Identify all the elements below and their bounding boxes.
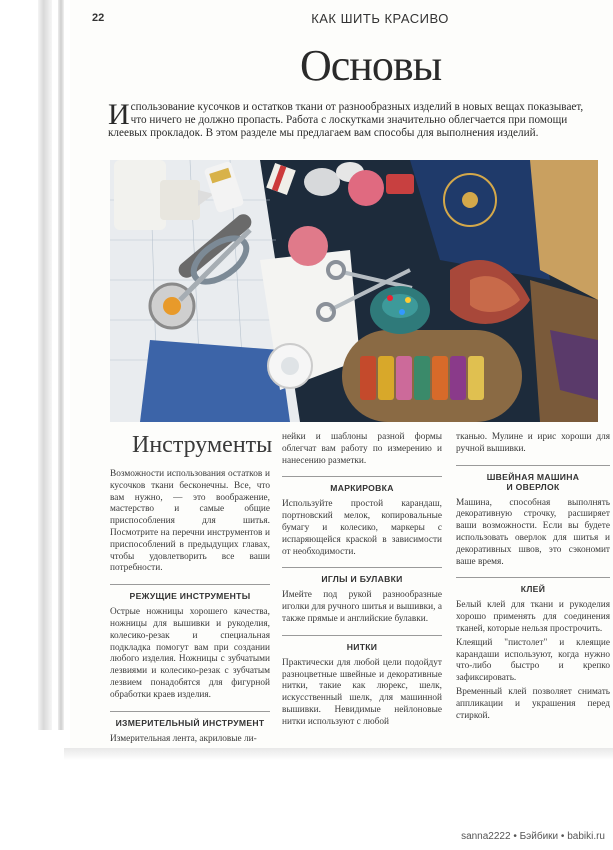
heading-cutting-tools: РЕЖУЩИЕ ИНСТРУМЕНТЫ xyxy=(110,584,270,601)
intro-paragraph xyxy=(108,98,588,140)
paragraph-threads: Практически для любой цели подойдут разноцветные швейные и декоративные нитки, такие как люрекс, шелк, искусственный шелк, для машинной вышивки. Невидимые нейлоновые нитки используют с любой xyxy=(282,657,442,727)
column-3 xyxy=(456,432,610,724)
watermark: sanna2222 • Бэйбики • babiki.ru xyxy=(461,831,605,842)
heading-threads: НИТКИ xyxy=(282,635,442,652)
tools-photo xyxy=(110,160,598,422)
heading-glue: КЛЕЙ xyxy=(456,577,610,594)
paragraph-glue-3: Временный клей позволяет снимать аппликации и украшения перед стиркой. xyxy=(456,686,610,721)
drop-cap: И xyxy=(108,98,130,131)
paragraph-cutting-tools: Острые ножницы хорошего качества, ножницы для вышивки и рукоделия, колесико-резак и специальная подкладка помогут вам при создании любого изделия. Ножницы с зубчатыми лезвиями и колесико-резак с зубчатым лезвием понадобятся для фигурной обработки краев изделия. xyxy=(110,607,270,700)
heading-sewing-machine-line2: И ОВЕРЛОК xyxy=(506,481,560,492)
heading-instruments: Инструменты xyxy=(132,432,273,458)
page-number: 22 xyxy=(92,12,105,24)
pincushion-icon xyxy=(370,286,430,334)
paragraph-threads-cont: тканью. Мулине и ирис хороши для ручной вышивки. xyxy=(456,432,610,454)
column-2 xyxy=(282,432,442,731)
scan-page-edge xyxy=(38,0,52,730)
column-1 xyxy=(110,432,273,747)
paragraph-instruments-intro: Возможности использования остатков и кусочков ткани бесконечны. Все, что вам нужно, — это воображение, мастерство и самые общие приспособления для шитья. Посмотрите на перечни инструментов и приспособлений в предыдущих главах, чтобы удовлетворить все ваши потребности. xyxy=(110,469,270,574)
paragraph-needles-pins: Имейте под рукой разнообразные иголки для ручного шитья и вышивки, а также прямые и английские булавки. xyxy=(282,590,442,624)
paragraph-glue-1: Белый клей для ткани и рукоделия хорошо применять для соединения тканей, которые нельзя прострочить. xyxy=(456,600,610,634)
paragraph-glue-2: Клеящий "пистолет" и клеящие карандаши используют, когда нужно что-либо быстро и крепко зафиксировать. xyxy=(456,637,610,684)
heading-marking: МАРКИРОВКА xyxy=(282,476,442,493)
page-title: Основы xyxy=(300,41,442,90)
page-bottom-shadow xyxy=(64,748,613,760)
paragraph-measuring-tools: Измерительная лента, акриловые ли- xyxy=(110,733,257,744)
heading-needles-pins: ИГЛЫ И БУЛАВКИ xyxy=(282,567,442,584)
paragraph-marking: Используйте простой карандаш, портновский мелок, копировальные бумагу и колесико, маркеры с испаряющейся краской в зависимости от необходимости. xyxy=(282,499,442,557)
paragraph-sewing-machine: Машина, способная выполнять декоративную строчку, расширяет ваши возможности. Если вы будете использовать оверлок для шитья и декоративных швов, это сэкономит ваше время. xyxy=(456,497,610,567)
heading-sewing-machine-line1: ШВЕЙНАЯ МАШИНА xyxy=(486,471,580,482)
heading-sewing-machine xyxy=(456,465,610,492)
scan-page-edge-inner xyxy=(58,0,64,730)
tools-photo-illustration xyxy=(110,160,598,422)
running-title: КАК ШИТЬ КРАСИВО xyxy=(311,11,449,26)
intro-text: спользование кусочков и остатков ткани от разнообразных изделий в новых вещах показывает, что ничего не должно пропасть. Работа с лоскутками значительно облегчается при помощи клеевых прокладок. В этом разделе мы предлагаем вам способы для выполнения изделий. xyxy=(108,101,584,139)
paragraph-measuring-cont: нейки и шаблоны разной формы облегчат вам работу по измерению и нанесению разметки. xyxy=(282,432,442,466)
heading-measuring-tools: ИЗМЕРИТЕЛЬНЫЙ ИНСТРУМЕНТ xyxy=(110,711,270,728)
